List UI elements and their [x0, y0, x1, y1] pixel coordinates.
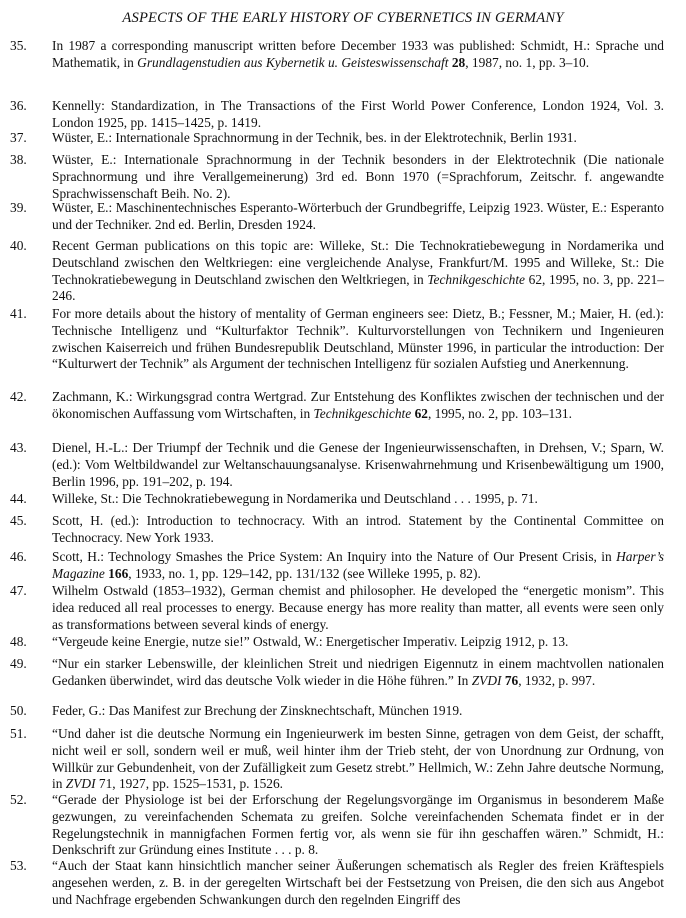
endnote-number: 50.	[10, 703, 27, 718]
endnote-text	[52, 656, 664, 690]
endnote-text-run: 28	[451, 54, 466, 70]
endnote-text-run: , 1995, no. 2, pp. 103–131.	[427, 405, 572, 421]
endnote-text-run: Grundlagenstudien aus Kybernetik u. Geisteswissenschaft	[137, 54, 449, 70]
endnote-text-run: 76	[504, 672, 519, 688]
endnote-text-run: ZVDI	[471, 672, 502, 688]
endnote-text-run: , 1933, no. 1, pp. 129–142, pp. 131/132 (see Willeke 1995, p. 82).	[128, 565, 481, 581]
endnote-text-run: “Auch der Staat kann hinsichtlich mancher seiner Äußerungen schematisch als Regler des freien Kräftespiels angesehen werden, z. B. in der geregelten Wirtschaft bei der Festsetzung von Preisen, die den sich aus Angebot und Nachfrage ergebenden Schwankungen durch den regelnden Eingriff des	[52, 858, 664, 907]
endnote-text	[52, 200, 664, 234]
endnote-number: 52.	[10, 792, 27, 807]
endnote-text-run: , 1932, p. 997.	[518, 672, 596, 688]
endnote-text-run: 62, 1995, no. 3, pp. 221–246.	[52, 271, 664, 304]
endnote-number: 39.	[10, 200, 27, 215]
endnote-text-run: Technikgeschichte	[427, 271, 525, 287]
endnote-text	[52, 152, 664, 202]
endnote-number: 49.	[10, 656, 27, 671]
endnote-number: 36.	[10, 98, 27, 113]
endnote-number: 44.	[10, 491, 27, 506]
endnote-number: 40.	[10, 238, 27, 253]
endnote-text-run: Harper’s Magazine	[52, 549, 664, 581]
endnote-text	[52, 634, 664, 651]
endnote-number: 35.	[10, 38, 27, 53]
endnote-text-run: “Gerade der Physiologe ist bei der Erforschung der Regelungsvorgänge im Organismus in besonderem Maße gezwungen, zu vereinfachenden Schemata zu greifen. Solche vereinfachenden Schemata findet er in der Regelungstechnik in mannigfachen Formen fertig vor, als wenn sie für ihn geschaffen wären.” Schmidt, H.: Denkschrift zur Gründung eines Institute . . . p. 8.	[52, 792, 664, 858]
endnote-text-run: Wüster, E.: Maschinentechnisches Esperanto-Wörterbuch der Grundbegriffe, Leipzig 1923. Wüster, E.: Esperanto und der Techniker. 2nd ed. Berlin, Dresden 1924.	[52, 200, 664, 232]
endnote-text	[52, 549, 664, 583]
endnote-text-run: Wüster, E.: Internationale Sprachnormung in der Technik besonders in der Elektrotechnik (Die nationale Sprachnormung und ihre Verallgemeinerung) 3rd ed. Bonn 1970 (=Sprachforum, Zeitschr. f. angewandte Sprachwissenschaft Beih. No. 2).	[52, 152, 664, 201]
endnote-text	[52, 38, 664, 72]
endnote-text-run: In 1987 a corresponding manuscript written before December 1933 was published: Schmidt, H.: Sprache und Mathematik, in	[52, 38, 664, 70]
endnote-text-run: Scott, H.: Technology Smashes the Price System: An Inquiry into the Nature of Our Present Crisis, in	[52, 549, 617, 564]
endnote-text-run: Wüster, E.: Internationale Sprachnormung in der Technik, bes. in der Elektrotechnik, Berlin 1931.	[52, 130, 577, 145]
endnote-text-run: Kennelly: Standardization, in The Transactions of the First World Power Conference, London 1924, Vol. 3. London 1925, pp. 1415–1425, p. 1419.	[52, 98, 664, 130]
endnote-number: 48.	[10, 634, 27, 649]
endnote-text	[52, 98, 664, 132]
endnote-number: 37.	[10, 130, 27, 145]
endnote-number: 43.	[10, 440, 27, 455]
endnote-text-run: Technikgeschichte	[313, 405, 412, 421]
endnote-text-run: Wilhelm Ostwald (1853–1932), German chemist and philosopher. He developed the “energetic monism”. This idea reduced all real processes to energy. Because energy has more reality than matter, all events were seen only as transformations between several kinds of energy.	[52, 583, 664, 632]
endnote-number: 45.	[10, 513, 27, 528]
endnote-text	[52, 858, 664, 908]
endnote-text	[52, 389, 664, 423]
endnote-text	[52, 726, 664, 793]
endnote-text-run: Zachmann, K.: Wirkungsgrad contra Wertgrad. Zur Entstehung des Konfliktes zwischen der technischen und der ökonomischen Auffassung vom Wirtschaften, in	[52, 389, 664, 421]
endnote-text	[52, 703, 664, 720]
endnote-text	[52, 583, 664, 633]
endnote-number: 51.	[10, 726, 27, 741]
endnote-text-run: “Und daher ist die deutsche Normung ein Ingenieurwerk im besten Sinne, getragen von dem Geist, der schafft, nicht weil er soll, sondern weil er muß, weil hinter ihm der Trieb steht, der von Unordnung zur Ordnung, von Willkür zur Gebundenheit, von der Zufälligkeit zum Gesetz strebt.” Hellmich, W.: Zehn Jahre deutsche Normung, in	[52, 726, 664, 792]
endnote-text-run: For more details about the history of mentality of German engineers see: Dietz, B.; Fessner, M.; Maier, H. (ed.): Technische Intelligenz und “Kulturfaktor Technik”. Kulturvorstellungen von Technikern und Ingenieuren zwischen Kaiserreich und frühen Bundesrepublik Deutschland, Münster 1996, in particular the introduction: Der “Kulturwert der Technik” als Argument der technischen Intelligenz für sozialen Aufstieg und Anerkennung.	[52, 306, 664, 372]
endnote-text-run: Dienel, H.-L.: Der Triumpf der Technik und die Genese der Ingenieurwissenschaften, in Drehsen, V.; Sparn, W. (ed.): Vom Weltbildwandel zur Weltanschauungsanalyse. Krisenwahrnehmung und Krisenbewältigung um 1900, Berlin 1996, pp. 191–202, p. 194.	[52, 440, 664, 489]
endnote-text	[52, 440, 664, 490]
endnote-text-run: , 1987, no. 1, pp. 3–10.	[465, 54, 590, 70]
endnote-number: 41.	[10, 306, 27, 321]
endnote-number: 42.	[10, 389, 27, 404]
endnote-number: 47.	[10, 583, 27, 598]
endnote-text-run: “Vergeude keine Energie, nutze sie!” Ostwald, W.: Energetischer Imperativ. Leipzig 1912, p. 13.	[52, 634, 569, 649]
running-title: ASPECTS OF THE EARLY HISTORY OF CYBERNETICS IN GERMANY	[122, 10, 564, 26]
endnote-text-run: Willeke, St.: Die Technokratiebewegung in Nordamerika und Deutschland . . . 1995, p. 71.	[52, 491, 538, 506]
endnote-number: 38.	[10, 152, 27, 167]
endnote-number: 53.	[10, 858, 27, 873]
endnote-text	[52, 130, 664, 147]
endnote-text-run: Recent German publications on this topic are: Willeke, St.: Die Technokratiebewegung in Nordamerika und Deutschland zwischen den Weltkriegen: eine vergleichende Analyse, Frankfurt/M. 1995 and Willeke, St.: Die Technokratiebewegung in Deutschland zwischen den Weltkriegen, in	[52, 238, 664, 287]
endnote-text	[52, 238, 664, 305]
endnote-text	[52, 306, 664, 373]
endnote-text	[52, 513, 664, 547]
endnote-text-run: Feder, G.: Das Manifest zur Brechung der Zinsknechtschaft, München 1919.	[52, 703, 463, 718]
endnote-text-run: 166	[108, 565, 129, 581]
endnote-text	[52, 792, 664, 859]
endnote-number: 46.	[10, 549, 27, 564]
endnote-text-run: “Nur ein starker Lebenswille, der kleinlichen Streit und niedrigen Eigennutz in einem machtvollen nationalen Gedanken überwindet, wird das deutsche Volk wieder in die Höhe führen.” In	[52, 656, 664, 688]
endnote-text-run: 62	[414, 405, 428, 421]
endnote-text-run: ZVDI	[65, 776, 96, 792]
endnote-text-run: 71, 1927, pp. 1525–1531, p. 1526.	[95, 776, 283, 792]
endnote-text	[52, 491, 664, 508]
endnote-text-run: Scott, H. (ed.): Introduction to technocracy. With an introd. Statement by the Continental Committee on Technocracy. New York 1933.	[52, 513, 664, 545]
